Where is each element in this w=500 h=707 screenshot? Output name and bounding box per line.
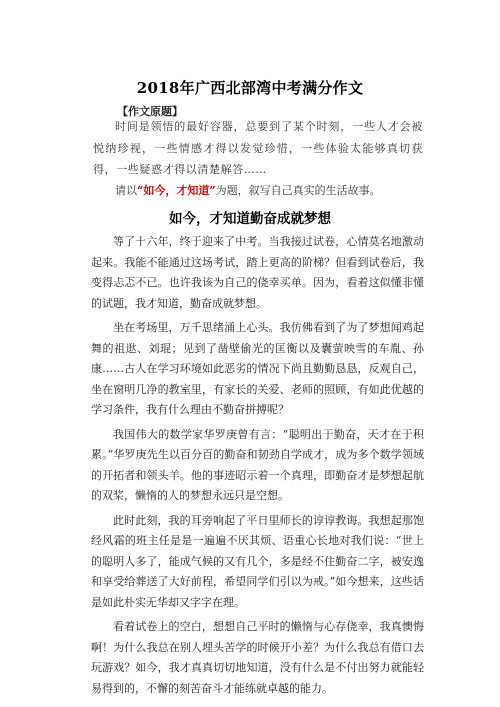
essay-body <box>91 232 424 703</box>
essay-title: 如今，才知道勤奋成就梦想 <box>169 211 331 227</box>
instruction-suffix: 为题，叙写自己真实的生活故事。 <box>215 184 381 197</box>
essay-paragraph: 坐在考场里，万千思绪涌上心头。我仿佛看到了为了梦想闻鸡起舞的祖逖、刘琨；见到了凿壁偷光的匡衡以及囊萤映雪的车胤、孙康……古人在学习环境如此恶劣的情况下尚且勤勤恳恳，反观自己，坐在窗明几净的教室里，有家长的关爱、老师的照顾，有如此优越的学习条件，我有什么理由不勤奋拼搏呢？ <box>91 321 424 416</box>
section-label: 【作文原题】 <box>117 105 183 118</box>
instruction-line <box>93 180 381 202</box>
essay-paragraph: 等了十六年，终于迎来了中考。当我接过试卷，心情莫名地激动起来。我能不能通过这场考试，踏上更高的阶梯？但看到试卷后，我变得忐忑不已。也许我该为自己的侥幸买单。因为，看着这似懂非懂的试题，我才知道，勤奋成就梦想。 <box>91 235 424 310</box>
instruction-highlight: “如今，才知道” <box>137 184 216 197</box>
prompt-text: 时间是领悟的最好容器，总要到了某个时刻，一些人才会被悦纳珍视，一些情感才得以发觉珍惜，一些体验太能够真切获得，一些疑惑才得以清楚解答…… <box>93 120 423 176</box>
essay-paragraph: 此时此刻，我的耳旁响起了平日里师长的谆谆教诲。我想起那饱经风霜的班主任是是一遍遍不厌其烦、语重心长地对我们说：“世上的聪明人多了，能成气候的又有几个，多是经不住勤奋二字，被安逸和享受给葬送了大好前程，希望同学们引以为戒。”如今想来，这些话是如此朴实无华却又字字在理。 <box>91 513 424 609</box>
essay-paragraph: 我国伟大的数学家华罗庚曾有言：“聪明出于勤奋，天才在于积累。”华罗庚先生以百分百的勤奋和韧劲自学成才，成为多个数学领域的开拓者和领头羊。他的事迹昭示着一个真理，即勤奋才是梦想起航的双桨，懒惰的人的梦想永远只是空想。 <box>91 427 424 502</box>
document-title: 2018年广西北部湾中考满分作文 <box>136 79 364 97</box>
instruction-prefix: 请以 <box>115 184 137 197</box>
essay-paragraph: 看着试卷上的空白，想想自己平时的懒惰与心存侥幸，我真懊悔啊！为什么我总在别人埋头苦学的时候开小差？为什么我总有借口去玩游戏？如今，我才真真切切地知道，没有什么是不付出努力就能轻易得到的，不懈的刻苦奋斗才能练就卓越的能力。 <box>91 620 424 695</box>
